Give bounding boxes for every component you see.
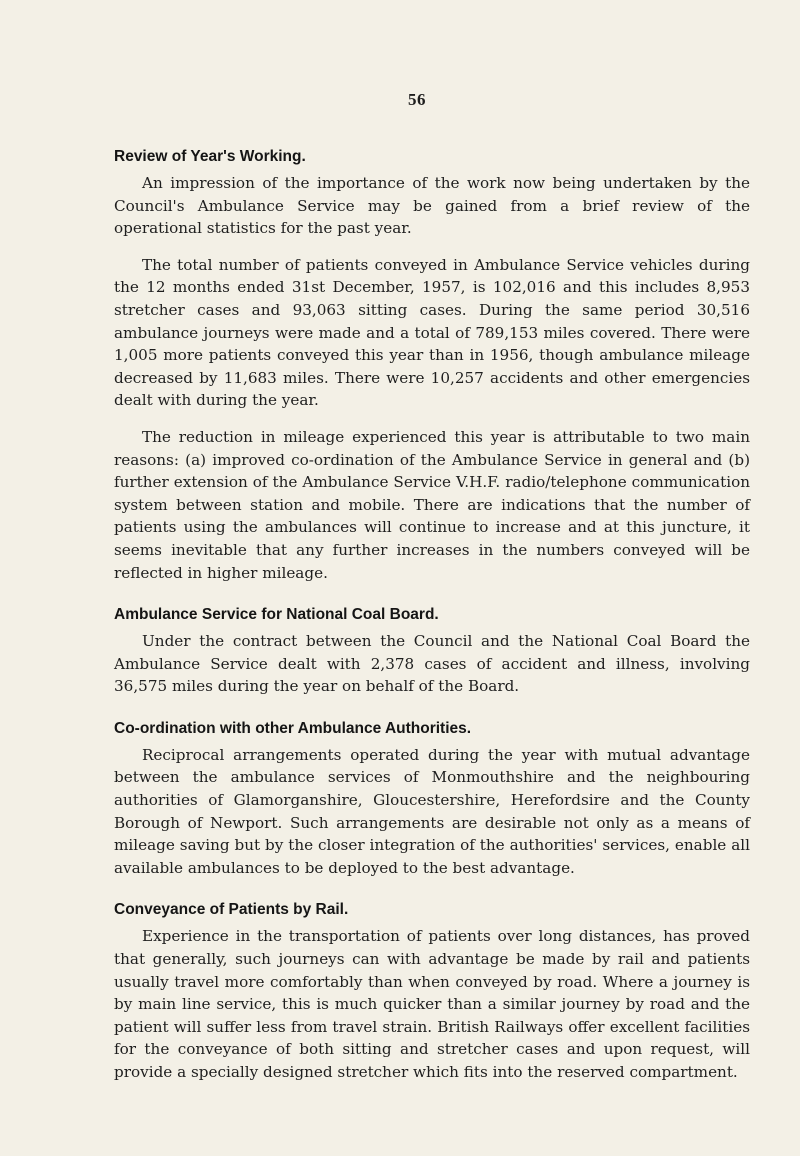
section-heading: Co-ordination with other Ambulance Authorities. bbox=[114, 719, 472, 737]
section-national-coal-board bbox=[114, 604, 750, 698]
paragraph: Experience in the transportation of patients over long distances, has proved that generally, such journeys can with advantage be made by rail and patients usually travel more comfortably than when conveyed by road. Where a journey is by main line service, this is much quicker than a similar journey by road and the patient will suffer less from travel strain. British Railways offer excellent facilities for the conveyance of both sitting and stretcher cases and upon request, will provide a specially designed stretcher which fits into the reserved compartment. bbox=[114, 927, 750, 1081]
paragraph: An impression of the importance of the work now being undertaken by the Council's Ambulance Service may be gained from a brief review of the operational statistics for the past year. bbox=[114, 174, 750, 238]
page-number: 56 bbox=[408, 90, 426, 109]
paragraph: Under the contract between the Council and the National Coal Board the Ambulance Service dealt with 2,378 cases of accident and illness, involving 36,575 miles during the year on behalf of the Board. bbox=[114, 632, 750, 696]
section-co-ordination bbox=[114, 718, 750, 880]
paragraph: The total number of patients conveyed in Ambulance Service vehicles during the 12 months ended 31st December, 1957, is 102,016 and this includes 8,953 stretcher cases and 93,063 sitting cases. During the same period 30,516 ambulance journeys were made and a total of 789,153 miles covered. There were 1,005 more patients conveyed this year than in 1956, though ambulance mileage decreased by 11,683 miles. There were 10,257 accidents and other emergencies dealt with during the year. bbox=[114, 255, 750, 410]
paragraph: Reciprocal arrangements operated during the year with mutual advantage between the ambulance services of Monmouthshire and the neighbouring authorities of Glamorganshire, Gloucestershire, Herefordsire and the County Borough of Newport. Such arrangements are desirable not only as a means of mileage saving but by the closer integration of the authorities' services, enable all available ambulances to be deployed to the best advantage. bbox=[114, 745, 750, 877]
section-heading: Conveyance of Patients by Rail. bbox=[114, 901, 349, 919]
section-review-of-years-working bbox=[114, 146, 750, 584]
section-conveyance-by-rail bbox=[114, 899, 750, 1083]
document-body bbox=[114, 146, 750, 1084]
section-heading: Ambulance Service for National Coal Board. bbox=[114, 606, 439, 624]
section-heading: Review of Year's Working. bbox=[114, 148, 306, 165]
paragraph: The reduction in mileage experienced this year is attributable to two main reasons: (a) improved co-ordination of the Ambulance Service in general and (b) further extension of the Ambulance Service V.H.F. radio/telephone communication system between station and mobile. There are indications that the number of patients using the ambulances will continue to increase and at this juncture, it seems inevitable that any further increases in the numbers conveyed will be reflected in higher mileage. bbox=[114, 427, 750, 582]
